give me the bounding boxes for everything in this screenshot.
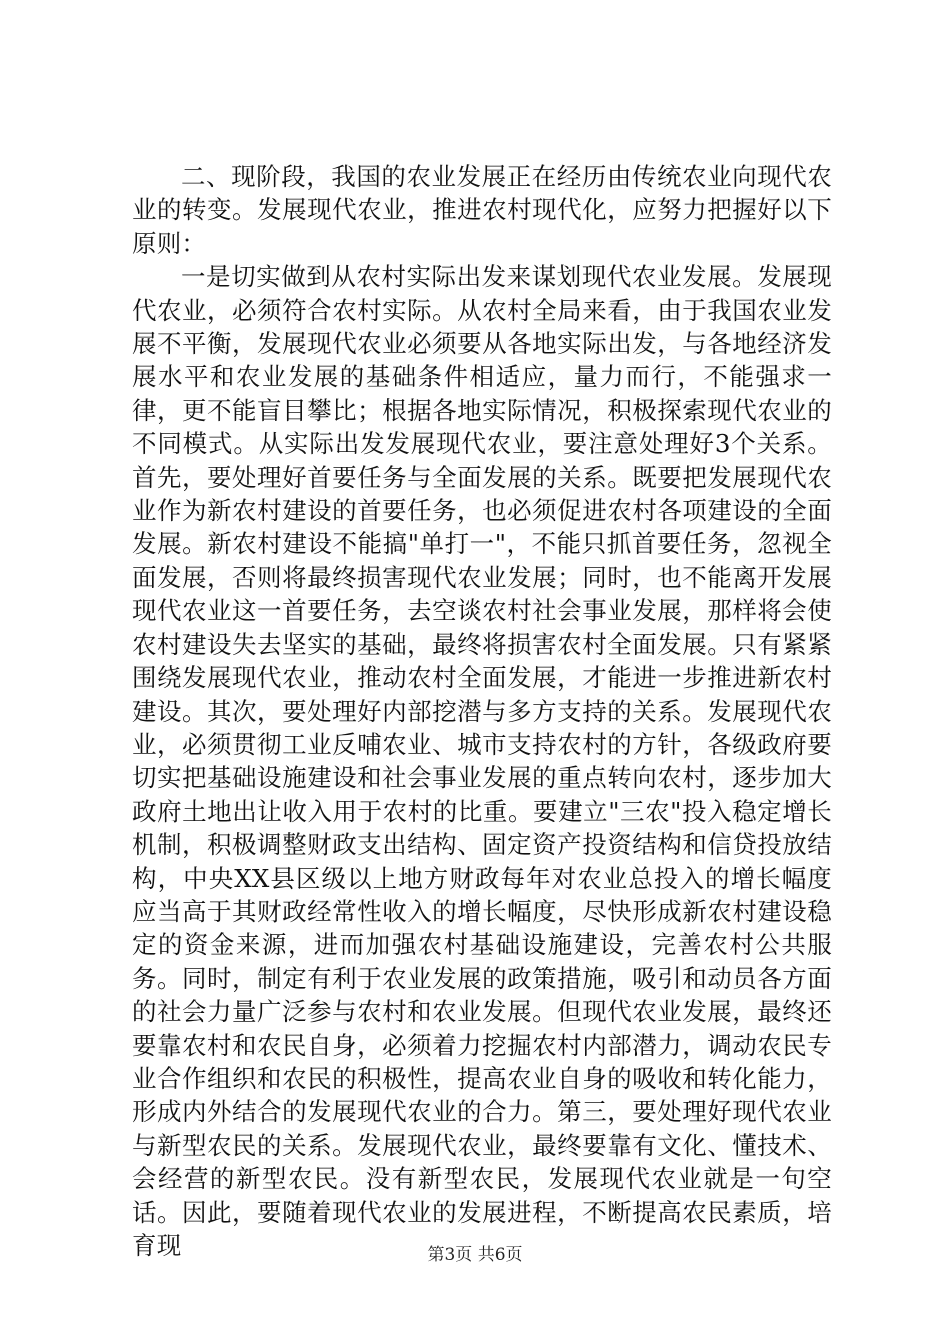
page-number-footer: 第3页 共6页 (427, 1245, 523, 1265)
paragraph-principles-intro: 二、现阶段，我国的农业发展正在经历由传统农业向现代农业的转变。发展现代农业，推进农村现代化，应努力把握好以下原则： (132, 162, 832, 258)
document-body (132, 160, 832, 1262)
paragraph-principle-one: 一是切实做到从农村实际出发来谋划现代农业发展。发展现代农业，必须符合农村实际。从农村全局来看，由于我国农业发展不平衡，发展现代农业必须要从各地实际出发，与各地经济发展水平和农业发展的基础条件相适应，量力而行，不能强求一律，更不能盲目攀比；根据各地实际情况，积极探索现代农业的不同模式。从实际出发发展现代农业，要注意处理好3个关系。首先，要处理好首要任务与全面发展的关系。既要把发展现代农业作为新农村建设的首要任务，也必须促进农村各项建设的全面发展。新农村建设不能搞"单打一"，不能只抓首要任务，忽视全面发展，否则将最终损害现代农业发展；同时，也不能离开发展现代农业这一首要任务，去空谈农村社会事业发展，那样将会使农村建设失去坚实的基础，最终将损害农村全面发展。只有紧紧围绕发展现代农业，推动农村全面发展，才能进一步推进新农村建设。其次，要处理好内部挖潜与多方支持的关系。发展现代农业，必须贯彻工业反哺农业、城市支持农村的方针，各级政府要切实把基础设施建设和社会事业发展的重点转向农村，逐步加大政府土地出让收入用于农村的比重。要建立"三农"投入稳定增长机制，积极调整财政支出结构、固定资产投资结构和信贷投放结构，中央XX县区级以上地方财政每年对农业总投入的增长幅度应当高于其财政经常性收入的增长幅度，尽快形成新农村建设稳定的资金来源，进而加强农村基础设施建设，完善农村公共服务。同时，制定有利于农业发展的政策措施，吸引和动员各方面的社会力量广泛参与农村和农业发展。但现代农业发展，最终还要靠农村和农民自身，必须着力挖掘农村内部潜力，调动农民专业合作组织和农民的积极性，提高农业自身的吸收和转化能力，形成内外结合的发展现代农业的合力。第三，要处理好现代农业与新型农民的关系。发展现代农业，最终要靠有文化、懂技术、会经营的新型农民。没有新型农民，发展现代农业就是一句空话。因此，要随着现代农业的发展进程，不断提高农民素质，培育现 (132, 262, 832, 1260)
